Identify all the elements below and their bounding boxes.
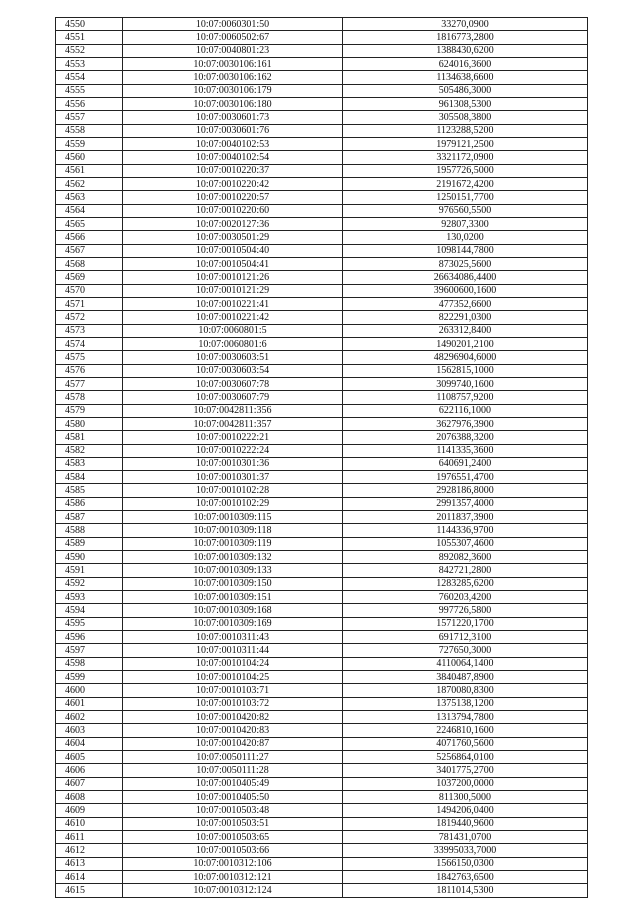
row-number-cell: 4560 xyxy=(56,151,123,164)
value-cell: 1098144,7800 xyxy=(343,244,588,257)
cadastral-number-cell: 10:07:0010102:29 xyxy=(123,497,343,510)
table-row xyxy=(56,711,588,724)
table-row xyxy=(56,84,588,97)
value-cell: 39600600,1600 xyxy=(343,284,588,297)
table-row xyxy=(56,97,588,110)
table-row xyxy=(56,524,588,537)
cadastral-number-cell: 10:07:0030601:76 xyxy=(123,124,343,137)
row-number-cell: 4583 xyxy=(56,457,123,470)
table-row xyxy=(56,217,588,230)
table-row xyxy=(56,297,588,310)
cadastral-number-cell: 10:07:0040801:23 xyxy=(123,44,343,57)
value-cell: 727650,3000 xyxy=(343,644,588,657)
cadastral-number-cell: 10:07:0040102:54 xyxy=(123,151,343,164)
table-row xyxy=(56,111,588,124)
value-cell: 1979121,2500 xyxy=(343,137,588,150)
value-cell: 1819440,9600 xyxy=(343,817,588,830)
value-cell: 892082,3600 xyxy=(343,551,588,564)
table-row xyxy=(56,377,588,390)
cadastral-number-cell: 10:07:0010121:26 xyxy=(123,271,343,284)
row-number-cell: 4575 xyxy=(56,351,123,364)
row-number-cell: 4586 xyxy=(56,497,123,510)
row-number-cell: 4577 xyxy=(56,377,123,390)
row-number-cell: 4592 xyxy=(56,577,123,590)
table-row xyxy=(56,137,588,150)
cadastral-number-cell: 10:07:0010312:124 xyxy=(123,884,343,897)
cadastral-number-cell: 10:07:0042811:357 xyxy=(123,417,343,430)
table-row xyxy=(56,337,588,350)
value-cell: 622116,1000 xyxy=(343,404,588,417)
value-cell: 48296904,6000 xyxy=(343,351,588,364)
cadastral-number-cell: 10:07:0010220:57 xyxy=(123,191,343,204)
cadastral-number-cell: 10:07:0030607:78 xyxy=(123,377,343,390)
cadastral-number-cell: 10:07:0042811:356 xyxy=(123,404,343,417)
value-cell: 961308,5300 xyxy=(343,97,588,110)
cadastral-number-cell: 10:07:0010103:72 xyxy=(123,697,343,710)
value-cell: 33270,0900 xyxy=(343,18,588,31)
cadastral-number-cell: 10:07:0010104:25 xyxy=(123,671,343,684)
cadastral-number-cell: 10:07:0010503:48 xyxy=(123,804,343,817)
row-number-cell: 4615 xyxy=(56,884,123,897)
cadastral-number-cell: 10:07:0010121:29 xyxy=(123,284,343,297)
table-row xyxy=(56,657,588,670)
table-row xyxy=(56,164,588,177)
value-cell: 3321172,0900 xyxy=(343,151,588,164)
table-row xyxy=(56,271,588,284)
row-number-cell: 4587 xyxy=(56,511,123,524)
table-row xyxy=(56,444,588,457)
table-row xyxy=(56,324,588,337)
value-cell: 1144336,9700 xyxy=(343,524,588,537)
value-cell: 691712,3100 xyxy=(343,631,588,644)
cadastral-number-cell: 10:07:0030106:162 xyxy=(123,71,343,84)
table-row xyxy=(56,617,588,630)
table-row xyxy=(56,777,588,790)
table-row xyxy=(56,751,588,764)
value-cell: 130,0200 xyxy=(343,231,588,244)
table-row xyxy=(56,257,588,270)
table-row xyxy=(56,724,588,737)
row-number-cell: 4550 xyxy=(56,18,123,31)
value-cell: 505486,3000 xyxy=(343,84,588,97)
value-cell: 1842763,6500 xyxy=(343,871,588,884)
value-cell: 1108757,9200 xyxy=(343,391,588,404)
row-number-cell: 4570 xyxy=(56,284,123,297)
cadastral-number-cell: 10:07:0010309:151 xyxy=(123,591,343,604)
row-number-cell: 4568 xyxy=(56,257,123,270)
value-cell: 842721,2800 xyxy=(343,564,588,577)
row-number-cell: 4582 xyxy=(56,444,123,457)
value-cell: 1313794,7800 xyxy=(343,711,588,724)
table-body xyxy=(56,18,588,898)
row-number-cell: 4551 xyxy=(56,31,123,44)
cadastral-number-cell: 10:07:0010222:21 xyxy=(123,431,343,444)
cadastral-number-cell: 10:07:0010420:82 xyxy=(123,711,343,724)
cadastral-number-cell: 10:07:0030106:179 xyxy=(123,84,343,97)
row-number-cell: 4552 xyxy=(56,44,123,57)
row-number-cell: 4574 xyxy=(56,337,123,350)
table-row xyxy=(56,204,588,217)
table-row xyxy=(56,364,588,377)
cadastral-number-cell: 10:07:0010222:24 xyxy=(123,444,343,457)
value-cell: 477352,6600 xyxy=(343,297,588,310)
row-number-cell: 4614 xyxy=(56,871,123,884)
cadastral-number-cell: 10:07:0030603:54 xyxy=(123,364,343,377)
table-row xyxy=(56,671,588,684)
row-number-cell: 4573 xyxy=(56,324,123,337)
table-row xyxy=(56,631,588,644)
table-row xyxy=(56,737,588,750)
value-cell: 5256864,0100 xyxy=(343,751,588,764)
row-number-cell: 4588 xyxy=(56,524,123,537)
table-row xyxy=(56,604,588,617)
value-cell: 811300,5000 xyxy=(343,791,588,804)
cadastral-number-cell: 10:07:0010309:168 xyxy=(123,604,343,617)
value-cell: 1490201,2100 xyxy=(343,337,588,350)
value-cell: 1494206,0400 xyxy=(343,804,588,817)
table-row xyxy=(56,551,588,564)
table-row xyxy=(56,391,588,404)
table-row xyxy=(56,697,588,710)
row-number-cell: 4555 xyxy=(56,84,123,97)
cadastral-number-cell: 10:07:0010309:119 xyxy=(123,537,343,550)
cadastral-number-cell: 10:07:0010221:42 xyxy=(123,311,343,324)
value-cell: 1976551,4700 xyxy=(343,471,588,484)
cadastral-number-cell: 10:07:0010309:169 xyxy=(123,617,343,630)
value-cell: 1283285,6200 xyxy=(343,577,588,590)
cadastral-number-cell: 10:07:0030601:73 xyxy=(123,111,343,124)
cadastral-number-cell: 10:07:0010102:28 xyxy=(123,484,343,497)
row-number-cell: 4581 xyxy=(56,431,123,444)
row-number-cell: 4553 xyxy=(56,57,123,70)
row-number-cell: 4611 xyxy=(56,831,123,844)
cadastral-number-cell: 10:07:0010420:87 xyxy=(123,737,343,750)
table-row xyxy=(56,484,588,497)
row-number-cell: 4589 xyxy=(56,537,123,550)
row-number-cell: 4558 xyxy=(56,124,123,137)
table-row xyxy=(56,71,588,84)
value-cell: 3401775,2700 xyxy=(343,764,588,777)
row-number-cell: 4607 xyxy=(56,777,123,790)
cadastral-number-cell: 10:07:0010309:132 xyxy=(123,551,343,564)
cadastral-number-cell: 10:07:0010420:83 xyxy=(123,724,343,737)
row-number-cell: 4567 xyxy=(56,244,123,257)
table-row xyxy=(56,31,588,44)
row-number-cell: 4600 xyxy=(56,684,123,697)
cadastral-number-cell: 10:07:0010301:36 xyxy=(123,457,343,470)
value-cell: 1957726,5000 xyxy=(343,164,588,177)
cadastral-number-cell: 10:07:0010220:60 xyxy=(123,204,343,217)
table-row xyxy=(56,18,588,31)
value-cell: 305508,3800 xyxy=(343,111,588,124)
value-cell: 2076388,3200 xyxy=(343,431,588,444)
cadastral-number-cell: 10:07:0060502:67 xyxy=(123,31,343,44)
cadastral-number-cell: 10:07:0010405:50 xyxy=(123,791,343,804)
table-row xyxy=(56,177,588,190)
table-row xyxy=(56,471,588,484)
row-number-cell: 4596 xyxy=(56,631,123,644)
cadastral-number-cell: 10:07:0010312:121 xyxy=(123,871,343,884)
row-number-cell: 4612 xyxy=(56,844,123,857)
table-row xyxy=(56,764,588,777)
value-cell: 3627976,3900 xyxy=(343,417,588,430)
cadastral-number-cell: 10:07:0020127:36 xyxy=(123,217,343,230)
row-number-cell: 4601 xyxy=(56,697,123,710)
row-number-cell: 4594 xyxy=(56,604,123,617)
row-number-cell: 4580 xyxy=(56,417,123,430)
table-row xyxy=(56,684,588,697)
table-row xyxy=(56,497,588,510)
cadastral-number-cell: 10:07:0010312:106 xyxy=(123,857,343,870)
cadastral-number-cell: 10:07:0010309:115 xyxy=(123,511,343,524)
cadastral-number-cell: 10:07:0010220:42 xyxy=(123,177,343,190)
table-row xyxy=(56,804,588,817)
value-cell: 2011837,3900 xyxy=(343,511,588,524)
table-row xyxy=(56,537,588,550)
value-cell: 1562815,1000 xyxy=(343,364,588,377)
cadastral-number-cell: 10:07:0010309:118 xyxy=(123,524,343,537)
table-row xyxy=(56,244,588,257)
value-cell: 760203,4200 xyxy=(343,591,588,604)
row-number-cell: 4604 xyxy=(56,737,123,750)
value-cell: 1055307,4600 xyxy=(343,537,588,550)
value-cell: 1250151,7700 xyxy=(343,191,588,204)
value-cell: 33995033,7000 xyxy=(343,844,588,857)
cadastral-number-cell: 10:07:0010504:40 xyxy=(123,244,343,257)
cadastral-number-cell: 10:07:0040102:53 xyxy=(123,137,343,150)
cadastral-number-cell: 10:07:0010504:41 xyxy=(123,257,343,270)
cadastral-number-cell: 10:07:0010311:43 xyxy=(123,631,343,644)
cadastral-number-cell: 10:07:0010104:24 xyxy=(123,657,343,670)
table-row xyxy=(56,644,588,657)
value-cell: 1388430,6200 xyxy=(343,44,588,57)
row-number-cell: 4603 xyxy=(56,724,123,737)
value-cell: 1566150,0300 xyxy=(343,857,588,870)
value-cell: 2991357,4000 xyxy=(343,497,588,510)
row-number-cell: 4598 xyxy=(56,657,123,670)
table-row xyxy=(56,831,588,844)
row-number-cell: 4557 xyxy=(56,111,123,124)
table-row xyxy=(56,511,588,524)
table-row xyxy=(56,151,588,164)
table-row xyxy=(56,191,588,204)
cadastral-number-cell: 10:07:0010103:71 xyxy=(123,684,343,697)
cadastral-number-cell: 10:07:0030607:79 xyxy=(123,391,343,404)
table-row xyxy=(56,791,588,804)
value-cell: 1811014,5300 xyxy=(343,884,588,897)
row-number-cell: 4554 xyxy=(56,71,123,84)
table-row xyxy=(56,884,588,897)
cadastral-number-cell: 10:07:0010503:66 xyxy=(123,844,343,857)
row-number-cell: 4556 xyxy=(56,97,123,110)
row-number-cell: 4608 xyxy=(56,791,123,804)
cadastral-number-cell: 10:07:0030106:161 xyxy=(123,57,343,70)
table-row xyxy=(56,577,588,590)
row-number-cell: 4602 xyxy=(56,711,123,724)
table-row xyxy=(56,857,588,870)
cadastral-number-cell: 10:07:0050111:27 xyxy=(123,751,343,764)
value-cell: 26634086,4400 xyxy=(343,271,588,284)
value-cell: 624016,3600 xyxy=(343,57,588,70)
cadastral-number-cell: 10:07:0010220:37 xyxy=(123,164,343,177)
value-cell: 3840487,8900 xyxy=(343,671,588,684)
value-cell: 4071760,5600 xyxy=(343,737,588,750)
row-number-cell: 4559 xyxy=(56,137,123,150)
value-cell: 1141335,3600 xyxy=(343,444,588,457)
cadastral-number-cell: 10:07:0060801:5 xyxy=(123,324,343,337)
value-cell: 1816773,2800 xyxy=(343,31,588,44)
row-number-cell: 4590 xyxy=(56,551,123,564)
table-row xyxy=(56,231,588,244)
row-number-cell: 4599 xyxy=(56,671,123,684)
row-number-cell: 4566 xyxy=(56,231,123,244)
value-cell: 4110064,1400 xyxy=(343,657,588,670)
table-row xyxy=(56,351,588,364)
table-row xyxy=(56,417,588,430)
row-number-cell: 4579 xyxy=(56,404,123,417)
value-cell: 1870080,8300 xyxy=(343,684,588,697)
row-number-cell: 4613 xyxy=(56,857,123,870)
value-cell: 873025,5600 xyxy=(343,257,588,270)
cadastral-number-cell: 10:07:0030501:29 xyxy=(123,231,343,244)
cadastral-number-cell: 10:07:0030603:51 xyxy=(123,351,343,364)
cadastral-number-cell: 10:07:0010311:44 xyxy=(123,644,343,657)
row-number-cell: 4591 xyxy=(56,564,123,577)
value-cell: 2191672,4200 xyxy=(343,177,588,190)
table-row xyxy=(56,844,588,857)
row-number-cell: 4563 xyxy=(56,191,123,204)
value-cell: 92807,3300 xyxy=(343,217,588,230)
value-cell: 263312,8400 xyxy=(343,324,588,337)
table-row xyxy=(56,564,588,577)
row-number-cell: 4569 xyxy=(56,271,123,284)
cadastral-number-cell: 10:07:0010405:49 xyxy=(123,777,343,790)
value-cell: 997726,5800 xyxy=(343,604,588,617)
cadastral-number-cell: 10:07:0010503:65 xyxy=(123,831,343,844)
row-number-cell: 4565 xyxy=(56,217,123,230)
row-number-cell: 4605 xyxy=(56,751,123,764)
value-cell: 1123288,5200 xyxy=(343,124,588,137)
table-row xyxy=(56,124,588,137)
row-number-cell: 4561 xyxy=(56,164,123,177)
table-row xyxy=(56,404,588,417)
table-row xyxy=(56,284,588,297)
table-row xyxy=(56,817,588,830)
value-cell: 1134638,6600 xyxy=(343,71,588,84)
table-row xyxy=(56,311,588,324)
cadastral-number-cell: 10:07:0010503:51 xyxy=(123,817,343,830)
row-number-cell: 4606 xyxy=(56,764,123,777)
cadastral-number-cell: 10:07:0010301:37 xyxy=(123,471,343,484)
table-row xyxy=(56,57,588,70)
value-cell: 976560,5500 xyxy=(343,204,588,217)
table-row xyxy=(56,431,588,444)
cadastral-number-cell: 10:07:0060801:6 xyxy=(123,337,343,350)
row-number-cell: 4585 xyxy=(56,484,123,497)
value-cell: 822291,0300 xyxy=(343,311,588,324)
row-number-cell: 4576 xyxy=(56,364,123,377)
cadastral-number-cell: 10:07:0030106:180 xyxy=(123,97,343,110)
table-row xyxy=(56,457,588,470)
value-cell: 1037200,0000 xyxy=(343,777,588,790)
cadastral-number-cell: 10:07:0060301:50 xyxy=(123,18,343,31)
value-cell: 1571220,1700 xyxy=(343,617,588,630)
value-cell: 2928186,8000 xyxy=(343,484,588,497)
row-number-cell: 4595 xyxy=(56,617,123,630)
cadastral-number-cell: 10:07:0010309:133 xyxy=(123,564,343,577)
value-cell: 3099740,1600 xyxy=(343,377,588,390)
row-number-cell: 4572 xyxy=(56,311,123,324)
table-row xyxy=(56,44,588,57)
value-cell: 640691,2400 xyxy=(343,457,588,470)
row-number-cell: 4584 xyxy=(56,471,123,484)
row-number-cell: 4562 xyxy=(56,177,123,190)
row-number-cell: 4597 xyxy=(56,644,123,657)
data-table xyxy=(55,17,588,898)
row-number-cell: 4610 xyxy=(56,817,123,830)
row-number-cell: 4593 xyxy=(56,591,123,604)
table-row xyxy=(56,591,588,604)
value-cell: 781431,0700 xyxy=(343,831,588,844)
row-number-cell: 4571 xyxy=(56,297,123,310)
row-number-cell: 4578 xyxy=(56,391,123,404)
cadastral-number-cell: 10:07:0010221:41 xyxy=(123,297,343,310)
cadastral-number-cell: 10:07:0010309:150 xyxy=(123,577,343,590)
value-cell: 2246810,1600 xyxy=(343,724,588,737)
row-number-cell: 4609 xyxy=(56,804,123,817)
table-row xyxy=(56,871,588,884)
cadastral-number-cell: 10:07:0050111:28 xyxy=(123,764,343,777)
value-cell: 1375138,1200 xyxy=(343,697,588,710)
row-number-cell: 4564 xyxy=(56,204,123,217)
